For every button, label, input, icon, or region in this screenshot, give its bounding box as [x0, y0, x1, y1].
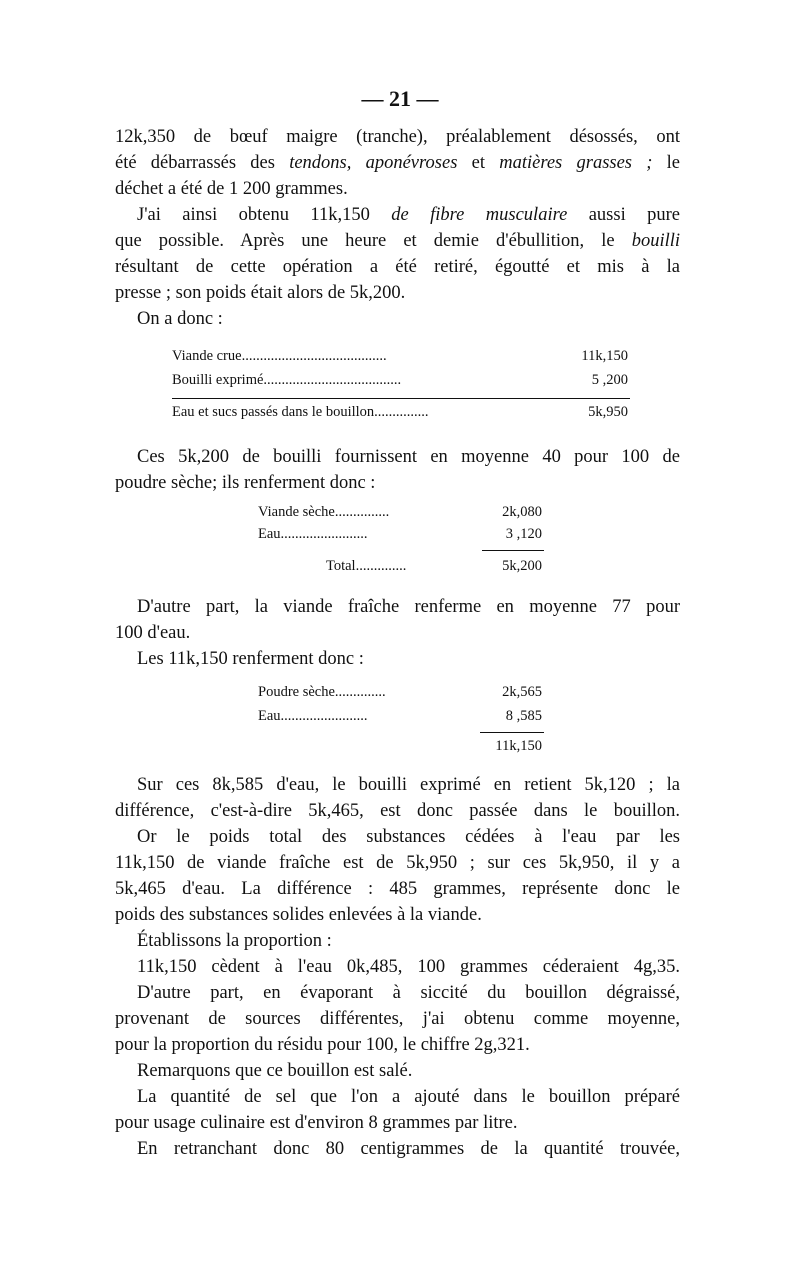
text-line: différence, c'est-à-dire 5k,465, est donc passée dans le bouillon. — [115, 801, 680, 821]
text-line: pour la proportion du résidu pour 100, le chiffre 2g,321. — [115, 1035, 530, 1055]
table-row: Viande crue........................................ — [172, 348, 387, 364]
table-value: 5 ,200 — [591, 372, 628, 388]
table-value: 2k,565 — [502, 684, 542, 700]
table-total-row: Total.............. — [326, 558, 407, 574]
text-line: 100 d'eau. — [115, 623, 191, 643]
paragraph-2 — [115, 444, 680, 496]
text-line: poids des substances solides enlevées à la viande. — [115, 905, 482, 925]
text-line: 11k,150 cèdent à l'eau 0k,485, 100 grammes céderaient 4g,35. — [137, 957, 680, 977]
table-value: 5k,950 — [588, 404, 628, 420]
text-line: provenant de sources différentes, j'ai obtenu comme moyenne, — [115, 1009, 680, 1029]
text-line: poudre sèche; ils renferment donc : — [115, 473, 376, 493]
text-line: Établissons la proportion : — [137, 931, 332, 951]
table-rule — [482, 550, 544, 551]
table-value: 5k,200 — [502, 558, 542, 574]
paragraph-3 — [115, 594, 680, 672]
text-line: Sur ces 8k,585 d'eau, le bouilli exprimé en retient 5k,120 ; la — [137, 775, 680, 795]
text-line: La quantité de sel que l'on a ajouté dans le bouillon préparé — [137, 1087, 680, 1107]
text-line: En retranchant donc 80 centigrammes de la quantité trouvée, — [137, 1139, 680, 1159]
text-line: Or le poids total des substances cédées à l'eau par les — [137, 827, 680, 847]
table-row: Poudre sèche.............. — [258, 684, 386, 700]
text-line: été débarrassés des tendons, aponévroses et matières grasses ; le — [115, 153, 680, 173]
table-value: 11k,150 — [581, 348, 628, 364]
text-line: que possible. Après une heure et demie d'ébullition, le bouilli — [115, 231, 680, 251]
text-line: 12k,350 de bœuf maigre (tranche), préalablement désossés, ont — [115, 127, 680, 147]
table-result-row: Eau et sucs passés dans le bouillon............... — [172, 404, 429, 420]
table-value: 2k,080 — [502, 504, 542, 520]
table-rule — [480, 732, 544, 733]
text-line: 11k,150 de viande fraîche est de 5k,950 ; sur ces 5k,950, il y a — [115, 853, 680, 873]
text-line: J'ai ainsi obtenu 11k,150 de fibre musculaire aussi pure — [137, 205, 680, 225]
text-line: On a donc : — [137, 309, 223, 329]
text-line: Ces 5k,200 de bouilli fournissent en moyenne 40 pour 100 de — [137, 447, 680, 467]
text-line: résultant de cette opération a été retiré, égoutté et mis à la — [115, 257, 680, 277]
paragraph-4 — [115, 772, 680, 1162]
table-row: Eau........................ — [258, 708, 368, 724]
text-line: D'autre part, la viande fraîche renferme en moyenne 77 pour — [137, 597, 680, 617]
table-row: Bouilli exprimé...................................... — [172, 372, 402, 388]
text-line: pour usage culinaire est d'environ 8 grammes par litre. — [115, 1113, 518, 1133]
table-row: Eau........................ — [258, 526, 368, 542]
text-line: Remarquons que ce bouillon est salé. — [137, 1061, 413, 1081]
paragraph-1 — [115, 124, 680, 332]
table-value: 3 ,120 — [505, 526, 542, 542]
text-line: 5k,465 d'eau. La différence : 485 grammes, représente donc le — [115, 879, 680, 899]
table-value: 11k,150 — [495, 738, 542, 754]
text-line: déchet a été de 1 200 grammes. — [115, 179, 348, 199]
table-row: Viande sèche............... — [258, 504, 390, 520]
text-line: presse ; son poids était alors de 5k,200. — [115, 283, 406, 303]
table-rule — [172, 398, 630, 399]
page-number: — 21 — — [361, 86, 439, 111]
text-line: D'autre part, en évaporant à siccité du bouillon dégraissé, — [137, 983, 680, 1003]
table-value: 8 ,585 — [505, 708, 542, 724]
text-line: Les 11k,150 renferment donc : — [137, 649, 364, 669]
